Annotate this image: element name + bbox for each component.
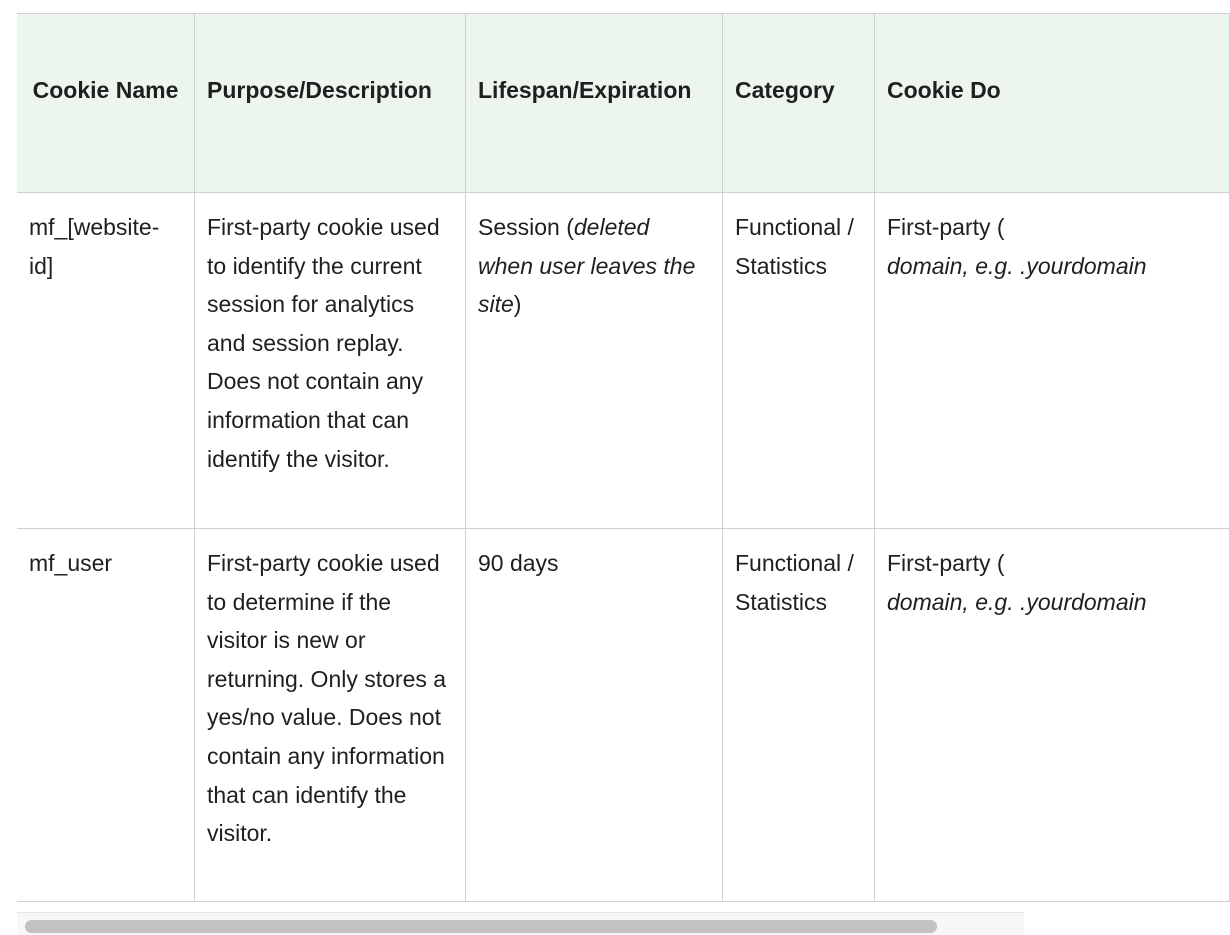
cell-purpose: First-party cookie used to determine if the visitor is new or returning. Only stores a yes/no value. Does not contain any information that can identify the visitor. bbox=[195, 529, 466, 902]
lifespan-text: Session ( bbox=[478, 214, 574, 240]
domain-italic: domain, e.g. .yourdomain bbox=[887, 252, 1147, 279]
lifespan-text: 90 days bbox=[478, 550, 559, 576]
horizontal-scrollbar[interactable] bbox=[17, 912, 1024, 935]
scrollbar-thumb[interactable] bbox=[25, 920, 937, 933]
table-row bbox=[17, 529, 1230, 902]
domain-text: First-party ( bbox=[887, 550, 1005, 576]
cell-cookie-name: mf_[website-id] bbox=[17, 193, 195, 529]
domain-italic: domain, e.g. .yourdomain bbox=[887, 588, 1147, 615]
header-cookie-name: Cookie Name bbox=[17, 14, 195, 193]
table-header-row bbox=[17, 14, 1230, 193]
cell-category: Functional / Statistics bbox=[723, 529, 875, 902]
cell-category: Functional / Statistics bbox=[723, 193, 875, 529]
header-category: Category bbox=[723, 14, 875, 193]
cell-domain bbox=[875, 529, 1230, 902]
header-purpose: Purpose/Description bbox=[195, 14, 466, 193]
cell-lifespan bbox=[466, 529, 723, 902]
table-row bbox=[17, 193, 1230, 529]
lifespan-italic: deleted when user leaves the site bbox=[478, 214, 696, 318]
cell-lifespan bbox=[466, 193, 723, 529]
domain-text: First-party ( bbox=[887, 214, 1005, 240]
cell-cookie-name: mf_user bbox=[17, 529, 195, 902]
cell-domain bbox=[875, 193, 1230, 529]
header-cookie-domain: Cookie Do bbox=[875, 14, 1230, 193]
header-lifespan: Lifespan/Expiration bbox=[466, 14, 723, 193]
lifespan-suffix: ) bbox=[513, 291, 522, 318]
cell-purpose: First-party cookie used to identify the current session for analytics and session replay. Does not contain any information that can identify the visitor. bbox=[195, 193, 466, 529]
cookie-table bbox=[17, 13, 1230, 902]
